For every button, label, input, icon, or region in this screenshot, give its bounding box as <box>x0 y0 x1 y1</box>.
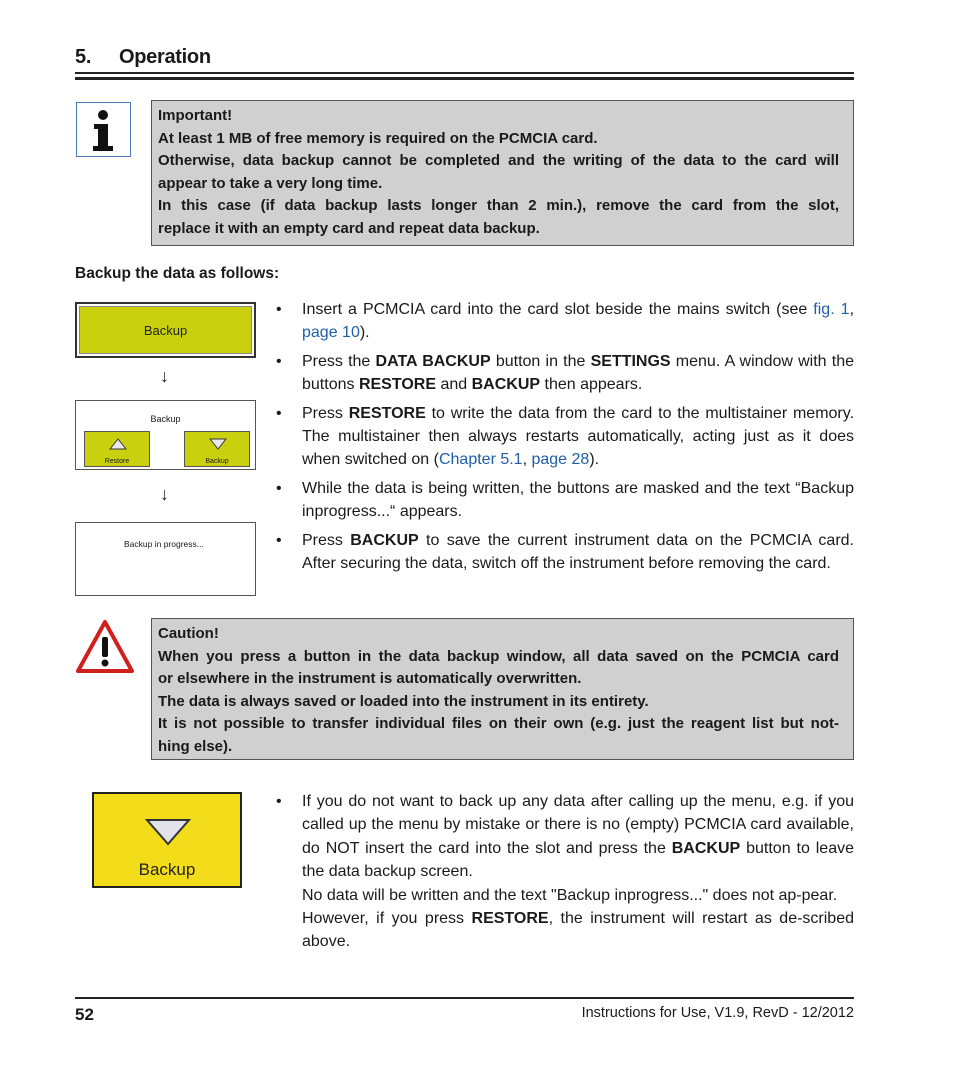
important-line: replace it with an empty card and repeat data backup. <box>158 219 540 237</box>
restore-button-illustration <box>84 431 150 467</box>
warning-icon <box>75 618 135 674</box>
caution-note <box>151 618 854 760</box>
section-heading: Backup the data as follows: <box>75 265 280 282</box>
caution-line: hing else). <box>158 737 233 755</box>
final-paragraph: No data will be written and the text "Backup inprogress..." does not ap-pear. <box>302 886 838 904</box>
important-line: At least 1 MB of free memory is required on the PCMCIA card. <box>158 129 598 147</box>
restore-label: Restore <box>104 458 130 465</box>
list-item: • Press RESTORE to write the data from the card to the multistainer memory. The multistainer then always restarts automatically, acting just as it does when switched on (Chapter 5.1, page 28). <box>276 404 855 469</box>
final-note-list <box>276 790 854 954</box>
important-note <box>151 100 854 246</box>
fig-link[interactable]: fig. 1 <box>813 301 850 318</box>
important-line: appear to take a very long time. <box>158 174 383 192</box>
important-line: In this case (if data backup lasts longer than 2 min.), remove the card from the slot, <box>158 197 839 214</box>
down-triangle-icon <box>209 438 227 450</box>
document-info: Instructions for Use, V1.9, RevD - 12/2012 <box>581 1005 854 1021</box>
up-triangle-icon <box>109 438 127 450</box>
down-arrow-icon: ↓ <box>160 484 169 504</box>
big-button-label: Backup <box>138 860 196 879</box>
section-number: 5. <box>75 46 92 68</box>
list-item: • Press the DATA BACKUP button in the SETTINGS menu. A window with the buttons RESTORE and BACKUP then appears. <box>276 352 855 394</box>
backup-button-illustration: Backup <box>79 306 252 354</box>
page-link[interactable]: page 10 <box>302 324 360 342</box>
progress-screen-illustration <box>75 522 256 596</box>
caution-line: or elsewhere in the instrument is automatically overwritten. <box>158 670 582 687</box>
steps-list <box>276 298 854 575</box>
caution-line: The data is always saved or loaded into the instrument in its entirety. <box>158 692 649 710</box>
list-item: • Insert a PCMCIA card into the card slot beside the mains switch (see fig. 1, page 10). <box>276 301 855 342</box>
header-divider <box>75 72 854 74</box>
list-item: • If you do not want to back up any data after calling up the menu, e.g. if you called up the menu by mistake or there is no (empty) PCMCIA card available, do NOT insert the card into the slot and press the BACKUP button to leave the data backup screen. No data will be written and the text "Backup inprogress..." does not ap-pear. However, if you press RESTORE, the instrument will restart as de-scribed above. <box>276 793 854 951</box>
caution-line: It is not possible to transfer individual files on their own (e.g. just the reagent list but not- <box>158 715 839 732</box>
footer-divider <box>75 997 854 999</box>
section-title: Operation <box>119 46 211 68</box>
backup-button-illustration-large <box>92 792 242 888</box>
caution-heading: Caution! <box>158 625 219 642</box>
page-number: 52 <box>75 1005 94 1024</box>
backup-label: Backup <box>205 458 229 465</box>
backup-window-illustration <box>75 400 256 470</box>
down-triangle-icon <box>145 818 191 846</box>
page-link[interactable]: page 28 <box>531 451 590 469</box>
down-arrow-icon: ↓ <box>160 366 169 386</box>
caution-line: When you press a button in the data backup window, all data saved on the PCMCIA card <box>158 647 839 665</box>
progress-text: Backup in progress... <box>124 539 204 549</box>
list-item: • While the data is being written, the buttons are masked and the text “Backup inprogress...“ appears. <box>276 479 854 521</box>
info-icon <box>76 102 131 157</box>
important-line: Otherwise, data backup cannot be completed and the writing of the data to the card will <box>158 152 839 169</box>
list-item: • Press BACKUP to save the current instrument data on the PCMCIA card. After securing the data, switch off the instrument before removing the card. <box>276 531 855 573</box>
page-title <box>75 46 211 69</box>
backup-button-small-illustration <box>184 431 250 467</box>
header-divider-thick <box>75 77 854 80</box>
important-heading: Important! <box>158 107 233 124</box>
chapter-link[interactable]: Chapter 5.1 <box>438 451 523 469</box>
backup-screen-illustration <box>75 302 256 358</box>
window-title: Backup <box>150 414 181 424</box>
